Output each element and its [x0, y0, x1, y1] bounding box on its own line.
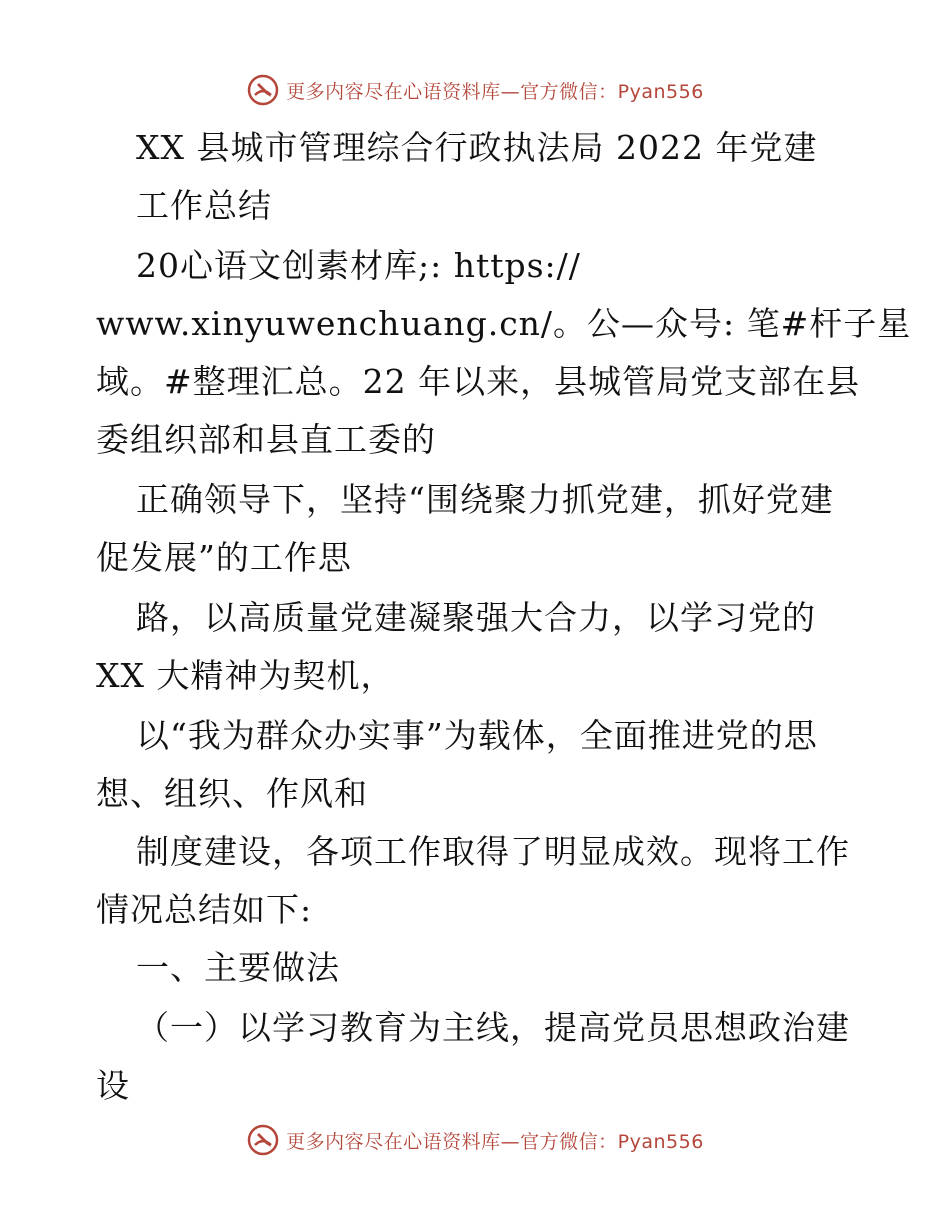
- book-pen-logo-icon: [246, 73, 280, 107]
- footer-banner: [0, 1120, 950, 1160]
- banner-text: [286, 77, 704, 104]
- banner-site-text: 更多内容尽在心语资料库: [286, 1130, 501, 1153]
- banner-content: [246, 73, 704, 107]
- text-line: XX 大精神为契机，: [96, 656, 395, 695]
- title-line-2: 工作总结: [136, 186, 272, 225]
- banner-text: [286, 1127, 704, 1154]
- banner-site-text: 更多内容尽在心语资料库: [286, 80, 501, 103]
- text-line: 委组织部和县直工委的: [96, 420, 436, 459]
- text-line: 20心语文创素材库;: https://: [136, 246, 581, 285]
- section-heading: 一、主要做法: [136, 948, 340, 987]
- text-line: www.xinyuwenchuang.cn/。公—众号: 笔#杆子星: [96, 304, 912, 343]
- text-line: 域。#整理汇总。22 年以来，县城管局党支部在县: [96, 362, 861, 401]
- banner-wechat-text: 官方微信：Pyan556: [520, 1130, 704, 1153]
- text-line: 制度建设，各项工作取得了明显成效。现将工作: [136, 832, 850, 871]
- book-pen-logo-icon: [246, 1123, 280, 1157]
- text-line: 路，以高质量党建凝聚强大合力，以学习党的: [136, 598, 816, 637]
- text-line: 设: [96, 1066, 130, 1105]
- text-line: 促发展”的工作思: [96, 538, 352, 577]
- banner-content: [246, 1123, 704, 1157]
- header-banner: [0, 70, 950, 110]
- text-line: 以“我为群众办实事”为载体，全面推进党的思: [136, 716, 818, 755]
- title-line-1: XX 县城市管理综合行政执法局 2022 年党建: [136, 128, 818, 167]
- text-line: 想、组织、作风和: [96, 774, 368, 813]
- subsection-heading: （一）以学习教育为主线，提高党员思想政治建: [136, 1008, 850, 1047]
- banner-dash: —: [500, 1130, 521, 1153]
- text-line: 正确领导下，坚持“围绕聚力抓党建，抓好党建: [136, 480, 834, 519]
- banner-dash: —: [500, 80, 521, 103]
- banner-wechat-text: 官方微信：Pyan556: [520, 80, 704, 103]
- text-line: 情况总结如下:: [96, 890, 313, 929]
